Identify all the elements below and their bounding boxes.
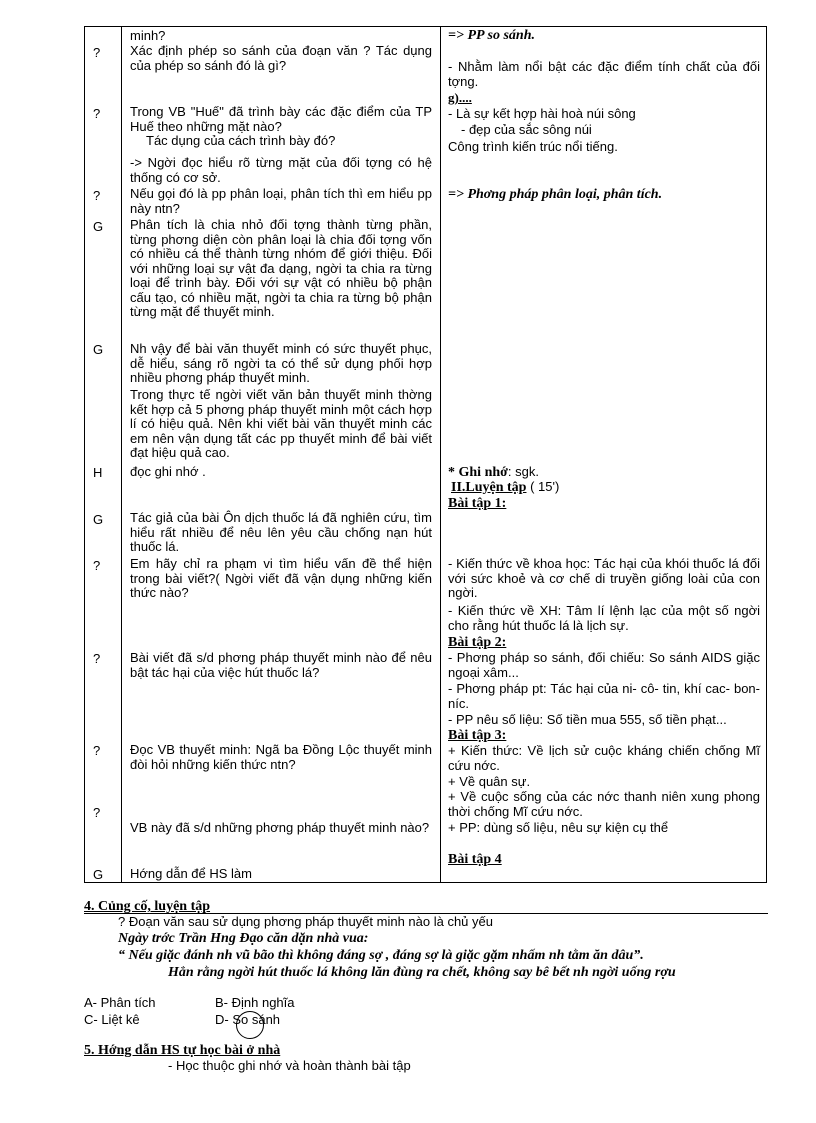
- exercise-title: Bài tập 3:: [448, 728, 507, 743]
- exercise-heading: [448, 496, 506, 512]
- practice-time: ( 15'): [526, 479, 560, 494]
- quote-line: Hẳn rằng ngời hút thuốc lá không lăn đùng ra chết, không say bê bết nh ngời uống rợu: [168, 965, 676, 980]
- answer-text: + PP: dùng số liệu, nêu sự kiện cụ thể: [448, 820, 669, 835]
- conclusion-text: [448, 187, 662, 203]
- marker-column: [85, 27, 122, 883]
- conclusion-label: => PP so sánh.: [448, 28, 536, 43]
- question-text: Bài viết đã s/d phơng pháp thuyết minh nào để nêu bật tác hại của việc hút thuốc lá?: [130, 650, 432, 680]
- answer-text: + Kiến thức: Về lịch sử cuộc kháng chiến chống Mĩ cứu nớc.: [448, 743, 760, 773]
- answer-text: + Về quân sự.: [448, 774, 531, 789]
- option-d: D- So sánh: [215, 1012, 281, 1027]
- content-column: [441, 27, 767, 883]
- answer-text: - Nhằm làm nổi bật các đặc điểm tính chất của đối tợng.: [448, 59, 760, 89]
- teacher-column: [122, 27, 441, 883]
- marker: G: [93, 342, 104, 357]
- memo-value: : sgk.: [507, 464, 539, 479]
- answer-text: - Phơng pháp pt: Tác hại của ni- cô- tin, khí cac- bon- níc.: [448, 681, 760, 711]
- marker: ?: [93, 651, 101, 666]
- exercise-heading: [448, 852, 502, 868]
- homework-item: - Học thuộc ghi nhớ và hoàn thành bài tập: [168, 1058, 411, 1073]
- section5-title: 5. Hớng dẫn HS tự học bài ở nhà: [84, 1043, 281, 1058]
- answer-circle: [236, 1011, 264, 1039]
- marker: G: [93, 219, 104, 234]
- practice-title: II.Luyện tập: [451, 480, 527, 495]
- option-b: B- Định nghĩa: [215, 995, 295, 1010]
- answer-text: - Kiến thức về khoa học: Tác hại của khói thuốc lá đối với sức khoẻ và cơ chế di truyền giống loài của con ngời.: [448, 556, 760, 600]
- practice-heading: [451, 480, 559, 496]
- marker: ?: [93, 45, 101, 60]
- answer-text: - Kiến thức về XH: Tâm lí lệnh lạc của một số ngời cho rằng hút thuốc lá là lịch sự.: [448, 603, 760, 633]
- marker: G: [93, 512, 104, 527]
- exercise-title: Bài tập 2:: [448, 635, 507, 650]
- question-text: Tác dụng của cách trình bày đó?: [146, 133, 336, 148]
- section5-heading: [84, 1042, 280, 1058]
- exercise-title: Bài tập 4: [448, 852, 502, 867]
- memo-label: * Ghi nhớ: [448, 465, 508, 480]
- explanation-text: Trong thực tế ngời viết văn bản thuyết minh thờng kết hợp cả 5 phơng pháp thuyết minh một cách hợp lí có hiệu quả. Nên khi viết bài văn thuyết minh các em nên vận dụng tất các pp thuyết minh để bài viết đạt hiệu quả cao.: [130, 387, 432, 460]
- quote-line: “ Nếu giặc đánh nh vũ bão thì không đáng sợ , đáng sợ là giặc gặm nhấm nh tằm ăn dâu”.: [118, 948, 644, 963]
- question-text: Em hãy chỉ ra phạm vi tìm hiểu vấn đề thể hiện trong bài viết?( Ngời viết đã vận dụng những kiến thức nào?: [130, 556, 432, 600]
- option-c: C- Liệt kê: [84, 1012, 140, 1027]
- marker: ?: [93, 743, 101, 758]
- question-text: VB này đã s/d những phơng pháp thuyết minh nào?: [130, 820, 430, 835]
- marker: H: [93, 465, 103, 480]
- explanation-text: Nh vậy để bài văn thuyết minh có sức thuyết phục, dễ hiểu, sáng rõ ngời ta có thể sử dụng phối hợp nhiều phơng pháp thuyết minh.: [130, 341, 432, 385]
- question-text: Nếu gọi đó là pp phân loại, phân tích thì em hiểu pp này ntn?: [130, 186, 432, 216]
- section4-title: 4. Củng cố, luyện tập: [84, 899, 211, 914]
- conclusion-label: => Phơng pháp phân loại, phân tích.: [448, 187, 663, 202]
- answer-text: Công trình kiến trúc nổi tiếng.: [448, 139, 618, 154]
- exercise-heading: [448, 635, 506, 651]
- section4-heading: [84, 898, 210, 914]
- explanation-text: Tác giả của bài Ôn dịch thuốc lá đã nghiên cứu, tìm hiểu rất nhiều để nêu lên yêu cầu chống nạn hút thuốc lá.: [130, 510, 432, 554]
- question-text: Đọc VB thuyết minh: Ngã ba Đồng Lộc thuyết minh đòi hỏi những kiến thức ntn?: [130, 742, 432, 772]
- answer-text: - Phơng pháp so sánh, đối chiếu: So sánh AIDS giặc ngoại xâm...: [448, 650, 760, 680]
- marker: ?: [93, 558, 101, 573]
- answer-text: - PP nêu số liệu: Số tiền mua 555, số tiền phạt...: [448, 712, 727, 727]
- exercise-heading: [448, 728, 506, 744]
- section4-question: ? Đoạn văn sau sử dụng phơng pháp thuyết minh nào là chủ yếu: [118, 914, 493, 929]
- answer-text: - đẹp của sắc sông núi: [461, 122, 592, 137]
- answer-text: -> Ngời đọc hiểu rõ từng mặt của đối tợng có hệ thống có cơ sở.: [130, 155, 432, 185]
- instruction-text: Hớng dẫn để HS làm: [130, 866, 252, 881]
- instruction-text: đọc ghi nhớ .: [130, 464, 206, 479]
- marker: ?: [93, 805, 101, 820]
- conclusion-text: [448, 28, 535, 44]
- lesson-table: [84, 26, 767, 883]
- marker: ?: [93, 106, 101, 121]
- option-a: A- Phân tích: [84, 995, 156, 1010]
- question-text: Trong VB "Huế" đã trình bày các đặc điểm của TP Huế theo những mặt nào?: [130, 104, 432, 134]
- marker: G: [93, 867, 104, 882]
- subsection-label: [448, 91, 472, 106]
- explanation-text: Phân tích là chia nhỏ đối tợng thành từng phần, từng phơng diện còn phân loại là chia đối tợng vốn có nhiều cá thể thành từng nhóm để giới thiệu. Đối với những loại sự vật đa dạng, ngời ta chia ra từng loại để trình bày. Đối với sự vật có nhiều bộ phận cấu tạo, có nhiều mặt, ngời ta chia ra từng bộ phận từng mặt để thuyết minh.: [130, 217, 432, 319]
- exercise-title: Bài tập 1:: [448, 496, 507, 511]
- marker: ?: [93, 188, 101, 203]
- quote-intro: Ngày trớc Trần Hng Đạo căn dặn nhà vua:: [118, 931, 369, 946]
- answer-text: - Là sự kết hợp hài hoà núi sông: [448, 106, 636, 121]
- answer-text: + Về cuộc sống của các nớc thanh niên xung phong thời chống Mĩ cứu nớc.: [448, 789, 760, 819]
- subsection-text: g)....: [448, 90, 472, 105]
- text-line: minh?: [130, 28, 166, 43]
- question-text: Xác định phép so sánh của đoạn văn ? Tác dụng của phép so sánh đó là gì?: [130, 43, 432, 73]
